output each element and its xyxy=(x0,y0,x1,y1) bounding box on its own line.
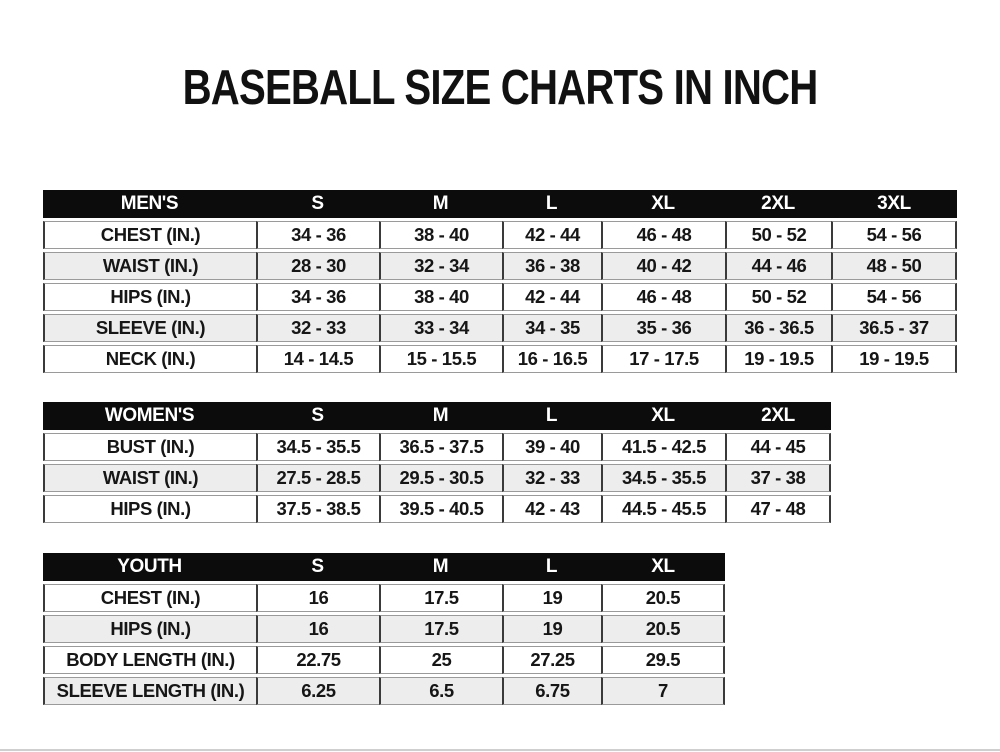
size-value-cell: 36.5 - 37 xyxy=(831,314,957,342)
table-row xyxy=(43,314,957,342)
column-header-xl: XL xyxy=(601,553,725,581)
column-header-s: S xyxy=(256,190,379,218)
size-value-cell: 46 - 48 xyxy=(601,221,725,249)
womens-size-table-section xyxy=(43,399,831,526)
table-row xyxy=(43,584,725,612)
row-label: SLEEVE (IN.) xyxy=(43,314,256,342)
size-value-cell: 50 - 52 xyxy=(725,283,831,311)
youth-header-row xyxy=(43,553,725,581)
table-row xyxy=(43,495,831,523)
size-value-cell: 16 xyxy=(256,584,379,612)
size-value-cell: 27.25 xyxy=(502,646,601,674)
size-value-cell: 17 - 17.5 xyxy=(601,345,725,373)
size-value-cell: 44 - 46 xyxy=(725,252,831,280)
size-value-cell: 39 - 40 xyxy=(502,433,601,461)
size-value-cell: 14 - 14.5 xyxy=(256,345,379,373)
column-header-3xl: 3XL xyxy=(831,190,957,218)
size-value-cell: 34.5 - 35.5 xyxy=(601,464,725,492)
mens-size-table xyxy=(43,187,957,376)
size-value-cell: 54 - 56 xyxy=(831,283,957,311)
row-label: WAIST (IN.) xyxy=(43,464,256,492)
row-label: HIPS (IN.) xyxy=(43,615,256,643)
size-value-cell: 36.5 - 37.5 xyxy=(379,433,502,461)
row-label: CHEST (IN.) xyxy=(43,584,256,612)
size-value-cell: 50 - 52 xyxy=(725,221,831,249)
size-value-cell: 29.5 xyxy=(601,646,725,674)
size-value-cell: 32 - 33 xyxy=(502,464,601,492)
size-value-cell: 19 xyxy=(502,584,601,612)
column-header-m: M xyxy=(379,402,502,430)
size-value-cell: 15 - 15.5 xyxy=(379,345,502,373)
size-value-cell: 20.5 xyxy=(601,584,725,612)
row-label: HIPS (IN.) xyxy=(43,495,256,523)
size-value-cell: 20.5 xyxy=(601,615,725,643)
size-value-cell: 40 - 42 xyxy=(601,252,725,280)
womens-size-table xyxy=(43,399,831,526)
column-header-m: M xyxy=(379,190,502,218)
column-header-m: M xyxy=(379,553,502,581)
size-value-cell: 37 - 38 xyxy=(725,464,831,492)
size-value-cell: 16 xyxy=(256,615,379,643)
mens-size-table-section xyxy=(43,187,957,376)
row-label: SLEEVE LENGTH (IN.) xyxy=(43,677,256,705)
size-value-cell: 22.75 xyxy=(256,646,379,674)
column-header-2xl: 2XL xyxy=(725,402,831,430)
column-header-2xl: 2XL xyxy=(725,190,831,218)
size-value-cell: 39.5 - 40.5 xyxy=(379,495,502,523)
table-row xyxy=(43,433,831,461)
image-bottom-edge-line xyxy=(0,749,1000,751)
row-label: BUST (IN.) xyxy=(43,433,256,461)
column-header-l: L xyxy=(502,553,601,581)
column-header-l: L xyxy=(502,402,601,430)
row-label: CHEST (IN.) xyxy=(43,221,256,249)
table-row xyxy=(43,615,725,643)
size-value-cell: 32 - 34 xyxy=(379,252,502,280)
size-value-cell: 19 - 19.5 xyxy=(831,345,957,373)
womens-header-row xyxy=(43,402,831,430)
table-row xyxy=(43,252,957,280)
size-value-cell: 27.5 - 28.5 xyxy=(256,464,379,492)
table-row xyxy=(43,221,957,249)
size-value-cell: 41.5 - 42.5 xyxy=(601,433,725,461)
size-value-cell: 19 - 19.5 xyxy=(725,345,831,373)
size-value-cell: 17.5 xyxy=(379,584,502,612)
column-header-s: S xyxy=(256,402,379,430)
size-value-cell: 25 xyxy=(379,646,502,674)
size-value-cell: 34 - 36 xyxy=(256,283,379,311)
table-row xyxy=(43,345,957,373)
size-value-cell: 36 - 38 xyxy=(502,252,601,280)
row-label: HIPS (IN.) xyxy=(43,283,256,311)
size-value-cell: 44.5 - 45.5 xyxy=(601,495,725,523)
size-value-cell: 6.25 xyxy=(256,677,379,705)
size-value-cell: 54 - 56 xyxy=(831,221,957,249)
mens-table-title: MEN'S xyxy=(43,190,256,218)
size-value-cell: 16 - 16.5 xyxy=(502,345,601,373)
size-value-cell: 32 - 33 xyxy=(256,314,379,342)
mens-header-row xyxy=(43,190,957,218)
size-value-cell: 46 - 48 xyxy=(601,283,725,311)
size-value-cell: 48 - 50 xyxy=(831,252,957,280)
size-value-cell: 28 - 30 xyxy=(256,252,379,280)
size-value-cell: 7 xyxy=(601,677,725,705)
column-header-xl: XL xyxy=(601,190,725,218)
size-value-cell: 17.5 xyxy=(379,615,502,643)
size-value-cell: 44 - 45 xyxy=(725,433,831,461)
youth-table-title: YOUTH xyxy=(43,553,256,581)
size-value-cell: 36 - 36.5 xyxy=(725,314,831,342)
table-row xyxy=(43,646,725,674)
size-value-cell: 19 xyxy=(502,615,601,643)
size-value-cell: 38 - 40 xyxy=(379,221,502,249)
youth-size-table-section xyxy=(43,550,725,708)
womens-table-title: WOMEN'S xyxy=(43,402,256,430)
size-value-cell: 42 - 43 xyxy=(502,495,601,523)
size-value-cell: 38 - 40 xyxy=(379,283,502,311)
table-row xyxy=(43,283,957,311)
size-value-cell: 42 - 44 xyxy=(502,221,601,249)
size-value-cell: 47 - 48 xyxy=(725,495,831,523)
column-header-s: S xyxy=(256,553,379,581)
size-value-cell: 6.5 xyxy=(379,677,502,705)
size-value-cell: 6.75 xyxy=(502,677,601,705)
size-value-cell: 34 - 35 xyxy=(502,314,601,342)
column-header-l: L xyxy=(502,190,601,218)
size-value-cell: 34.5 - 35.5 xyxy=(256,433,379,461)
row-label: WAIST (IN.) xyxy=(43,252,256,280)
size-value-cell: 37.5 - 38.5 xyxy=(256,495,379,523)
size-value-cell: 42 - 44 xyxy=(502,283,601,311)
youth-size-table xyxy=(43,550,725,708)
size-value-cell: 33 - 34 xyxy=(379,314,502,342)
row-label: BODY LENGTH (IN.) xyxy=(43,646,256,674)
row-label: NECK (IN.) xyxy=(43,345,256,373)
page-title: BASEBALL SIZE CHARTS IN INCH xyxy=(182,61,818,115)
column-header-xl: XL xyxy=(601,402,725,430)
table-row xyxy=(43,677,725,705)
size-value-cell: 29.5 - 30.5 xyxy=(379,464,502,492)
size-value-cell: 34 - 36 xyxy=(256,221,379,249)
size-value-cell: 35 - 36 xyxy=(601,314,725,342)
table-row xyxy=(43,464,831,492)
